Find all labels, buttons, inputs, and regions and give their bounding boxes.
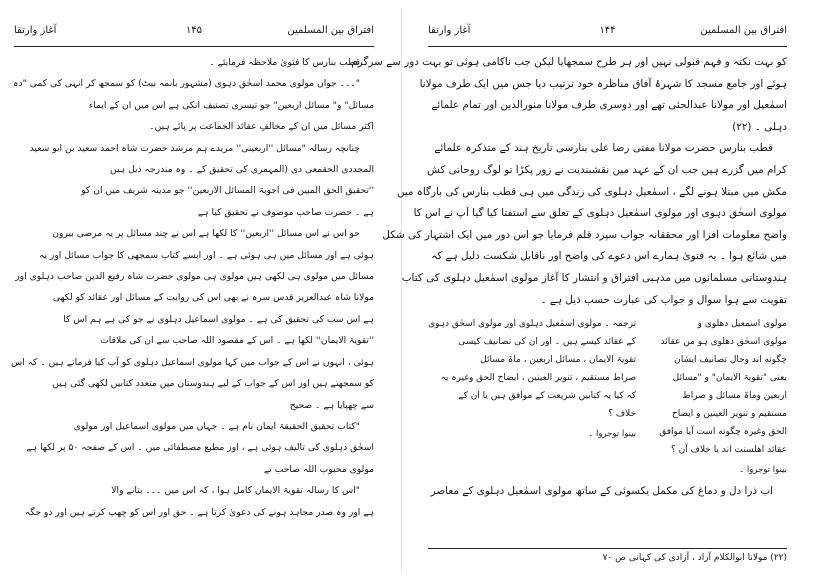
left-page — [0, 0, 400, 578]
text-line: مکش میں مبتلا ہونے لگے ، اسمٰعیل دہلوی کی زندگی میں ہی قطب بنارس کی بارگاہ میں — [396, 185, 787, 198]
text-line: جو اس نے اس مسائل ''اربعین'' کا لکھا ہے اس نے چند مسائل پر یہ مرضی بیرون — [52, 228, 360, 240]
text-line: "۔۔۔ جواں مولوی محمد اسحٰق دہوی (مشہور بانمہ بیٹ) کو سمجھ کر انہی کی کمی "دہ — [13, 78, 360, 90]
text-line: ہندوستانی مسلمانوں میں مذہبی افتراق و انتشار کا آغاز مولوی اسمٰعیل دہلوی کی کتاب — [401, 271, 787, 284]
right-running-title: افتراق بین المسلمین — [700, 25, 787, 36]
text-line: کو بہت نکتہ و فہم قبولی نہیں اور ہر طرح سمجھایا لیکن جب ناکامی ہوئی تو بہت دور سے سرگرم — [351, 56, 787, 68]
right-page-number: ۱۴۴ — [599, 25, 616, 36]
text-line: قطب بنارس حضرت مولانا مفتی رضا علی بنارسی تاریخ ہند کے متذکرہ علمائے — [434, 142, 773, 155]
left-running-title: افتراق بین المسلمین — [287, 25, 374, 36]
question-line: یعنی "تقویۃ الایمان" و "مسائل — [672, 373, 787, 384]
text-line: ہے ۔ حضرت صاحب موصوف نے تحقیق کیا ہے — [197, 206, 374, 218]
translation-line: صراط مستقیم ، تنویر العینین ، ایضاح الحق وغیرہ یہ — [440, 373, 637, 384]
text-line: دہلی ۔ (۲۲) — [732, 120, 787, 133]
question-closing: بینوا توجروا ۔ — [739, 465, 787, 476]
text-line: اسمٰعیل اور مولانا عبدالحئی تھے اور دوسری طرف مولانا منورالدین اور تمام علمائے — [431, 99, 787, 112]
text-line: اسحٰق دہلوی کی تالیف ہوئی ہے ، اور مطبع مصطفائی میں ۔ اس کے صفحہ ۵۰ پر لکھا ہے — [26, 442, 374, 454]
left-page-number: ۱۴۵ — [185, 25, 203, 36]
question-line: اربعین وماۃ مسائل و صراط — [682, 391, 787, 402]
text-line: ہے اس سب کی تحقیق کی ہے ۔ مولوی اسماعیل دہلوی نے جو کی ہے ہم اس کا — [63, 313, 374, 325]
right-page-body — [351, 52, 787, 503]
question-line: مولوی اسحٰق دھلوی ہو من عقائد — [660, 337, 787, 348]
question-translation — [428, 315, 636, 479]
text-line: میں شائع ہوا ۔ یہ فتویٰ ہمارے اس دعوے کی واضح اور ناقابل شکست دلیل ہے کہ — [431, 250, 787, 263]
text-line: المجددی الحقمعی دی (المہمری کی تحقیق کے ۔ وہ مندرجہ ذیل ہیں — [110, 164, 374, 176]
text-line: کرام میں گزرے ہیں جب ان کے عہد میں نقشبندیت نے زور پکڑا تو لوگ روحانی کش — [427, 163, 787, 176]
text-line: ''تحقیق الحق المبین فی اجوبۃ المسائل الاربعین'' جو مدینہ شریف میں ان کو — [81, 185, 374, 197]
text-line: ''تقویۃ الایمان'' لکھا ہے ۔ اس کے مقصود اللہ صاحب سے ان کی ملاقات — [100, 335, 374, 347]
question-line: مستقیم و تنویر العینین و ایضاح — [671, 409, 787, 420]
right-page — [351, 0, 819, 578]
text-line: سے چھپایا ہے ۔ صحیح — [289, 399, 374, 411]
text-line: چنانچہ رسالہ "مسائل ''اربعینی'' مریدے ہم مرشد حضرت شاہ احمد سعید بن ابو سعید — [29, 142, 360, 154]
left-page-header — [14, 20, 374, 47]
translation-line: تقویۃ الایمان ، مسائل اربعین ، ماۃ مسائل — [480, 355, 637, 366]
footnote: (۲۲) مولانا ابوالکلام آزاد ، آزادی کی کہانی ص ۷۰ — [602, 553, 787, 563]
translation-line: کے عقائد کیسے ہیں ۔ اور ان کی تصانیف کیسی — [458, 337, 637, 348]
text-line: مولانا شاہ عبدالعزیز قدس سرہ نے بھی اس کی روایت کے مسائل اور عقائد کو لکھی — [52, 292, 374, 304]
text-line: تقویت سے ہوا سوال و جواب کی عبارت حسب ذیل ہے ۔ — [540, 293, 787, 306]
fatwa-question-block — [428, 315, 787, 479]
text-line: مولوی محبوب اللہ صاحب نے — [263, 463, 374, 475]
text-line: مسائل" و" مسائل اربعین" جو تیسری تصنیف انکی ہے اس میں ان کے ایماء — [88, 99, 374, 111]
text-line: "اس کا رسالہ تقویۃ الایمان کامل ہوا ، کہ اس میں ۔۔۔ بتانے والا — [111, 485, 360, 497]
text-line: ہے اور وہ صدر مجاہد ہونے کی دعویٰ کرتا ہے ۔ حق اور اس کو چھپ کرتے ہیں اور دو جگہ — [24, 506, 374, 518]
question-line: چگونه اند وحال تصانیف ایشان — [674, 355, 787, 366]
text-line: اکثر مسائل میں ان کے مخالفِ عقائد الجماعت پر پائے ہیں۔ — [149, 121, 374, 133]
translation-line: کہ کیا یہ کتابیں شریعت کے موافق ہیں یا ان کے — [458, 391, 637, 402]
text-line: "کتاب تحقیق الحقیقۃ ایمان نام ہے ۔ جہاں میں مولوی اسماعیل اور مولوی — [73, 420, 360, 432]
translation-line: خلاف ؟ — [608, 409, 637, 420]
text-line: ہوئی ، انہوں نے اس کے جواب میں کہا مولوی اسماعیل دہلوی کو آپ کیا فرماتے ہیں ۔ کہ اس — [10, 356, 374, 368]
right-page-header — [428, 20, 787, 47]
left-page-body — [10, 52, 374, 523]
question-line: الحق وغیرہ چگونه است آیا موافق — [659, 427, 787, 438]
text-line: مولوی اسحٰق دہوی اور مولوی اسمٰعیل دہلوی کے تعلق سے استفتا کیا گیا آپ نے اس کا — [413, 207, 787, 220]
closing-line: اب ذرا دل و دماغ کی مکمل یکسوئی کے ساتھ مولوی اسمٰعیل دہلوی کے معاصر — [430, 485, 773, 498]
left-chapter-title: آغاز وارتقا — [14, 25, 57, 36]
text-line: مسائل میں مولوی ہی لکھی ہیں مولوی ہی مولوی حضرت شاہ رفیع الدین صاحب دہلوی اور — [15, 271, 374, 283]
text-line: قطب بنارس کا فتویٰ ملاحظہ فرمایئے ۔ — [209, 57, 360, 68]
text-line: واضح معلومات افزا اور محققانہ جواب سپرد قلم فرمایا جو اس دور میں ایک اشتہار کی شکل — [382, 228, 787, 241]
question-line: مولوی اسمعیل دھلوی و — [697, 319, 787, 330]
question-line: عقائد اهلسنت اند یا خلاف آن ؟ — [671, 445, 787, 456]
translation-line: ترجمہ ۔ مولوی اسمٰعیل دہلوی اور مولوی اسحٰق دہوی — [428, 319, 637, 330]
text-line: ہوئے اور جامع مسجد کا شہرۂ آفاق مناظرہ خود ترتیب دیا جس میں ایک طرف مولانا — [419, 77, 787, 90]
translation-closing: بینوا توجروا ۔ — [588, 429, 637, 440]
text-line: کو سمجھتے ہیں اور اس کے جواب کے لیے ہندوستان میں متعدد کتابیں لکھی گئی ہیں — [52, 378, 374, 390]
text-line: ہوئی ہے اور مسائل میں ہی ہوئی ہے ۔ اور ایسے کتاب سمجھی کا جواب مسائل اور یہ — [39, 249, 374, 261]
question-original — [646, 315, 787, 479]
right-chapter-title: آغاز وارتقا — [428, 25, 471, 36]
footnote-rule — [428, 548, 787, 549]
